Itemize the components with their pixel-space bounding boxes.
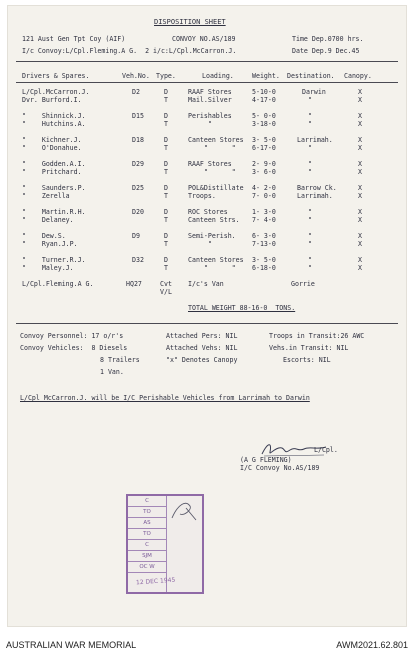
table-row-type: D bbox=[164, 208, 168, 216]
perishables-note: L/Cpl McCarron.J. will be I/C Perishable Vehicles from Larrimah to Darwin bbox=[20, 394, 310, 402]
escorts: Escorts: NIL bbox=[283, 356, 331, 364]
table-row-load: Semi-Perish. bbox=[188, 232, 236, 240]
table-row-load: RAAF Stores bbox=[188, 88, 232, 96]
table-row-driver: L/Cpl.Fleming.A G. bbox=[22, 280, 94, 288]
convoy-personnel: Convoy Personnel: 17 o/r's bbox=[20, 332, 124, 340]
convoy-van: 1 Van. bbox=[100, 368, 124, 376]
table-row-load: " bbox=[208, 120, 212, 128]
table-row-veh: D25 bbox=[132, 184, 144, 192]
table-row-driver: " Zerella bbox=[22, 192, 70, 200]
table-row-type: V/L bbox=[160, 288, 172, 296]
stamp-cell: C bbox=[128, 496, 166, 507]
table-row-canopy: X bbox=[358, 144, 362, 152]
col-vehno: Veh.No. bbox=[122, 72, 150, 80]
table-row-canopy: X bbox=[358, 192, 362, 200]
table-row-driver: " Delaney. bbox=[22, 216, 74, 224]
col-drivers: Drivers & Spares. bbox=[22, 72, 90, 80]
table-row-weight: 5- 0-0 bbox=[252, 112, 276, 120]
table-row-type: D bbox=[164, 136, 168, 144]
table-row-type: D bbox=[164, 232, 168, 240]
attached-personnel: Attached Pers: NIL bbox=[166, 332, 238, 340]
table-row-load: POL&Distillate bbox=[188, 184, 244, 192]
table-row-canopy: X bbox=[358, 208, 362, 216]
table-row-canopy: X bbox=[358, 256, 362, 264]
table-row-driver: " O'Donahue. bbox=[22, 144, 82, 152]
table-row-veh: D32 bbox=[132, 256, 144, 264]
table-row-dest: " bbox=[308, 160, 312, 168]
stamp-cell: SJM bbox=[128, 551, 166, 562]
table-row-canopy: X bbox=[358, 264, 362, 272]
stamp-cell: OC W bbox=[128, 562, 166, 573]
stamp-cell: AS bbox=[128, 518, 166, 529]
table-row-load: Troops. bbox=[188, 192, 216, 200]
table-row-type: D bbox=[164, 184, 168, 192]
footer-accession: AWM2021.62.801 bbox=[336, 640, 408, 650]
table-row-veh: D20 bbox=[132, 208, 144, 216]
table-row-load: " " bbox=[204, 144, 236, 152]
table-row-veh: D29 bbox=[132, 160, 144, 168]
table-row-veh: D2 bbox=[132, 88, 140, 96]
table-row-canopy: X bbox=[358, 112, 362, 120]
table-row-dest: " bbox=[308, 256, 312, 264]
table-row-veh: D9 bbox=[132, 232, 140, 240]
table-row-canopy: X bbox=[358, 216, 362, 224]
time-departure: Time Dep.0700 hrs. bbox=[292, 35, 364, 43]
table-row-weight: 7- 0-0 bbox=[252, 192, 276, 200]
table-row-dest: " bbox=[308, 232, 312, 240]
table-row-canopy: X bbox=[358, 232, 362, 240]
col-type: Type. bbox=[156, 72, 176, 80]
table-row-weight: 1- 3-0 bbox=[252, 208, 276, 216]
table-row-driver: " Ryan.J.P. bbox=[22, 240, 78, 248]
table-row-canopy: X bbox=[358, 120, 362, 128]
column-header-rule bbox=[16, 82, 398, 83]
date-departure: Date Dep.9 Dec.45 bbox=[292, 47, 360, 55]
table-row-canopy: X bbox=[358, 160, 362, 168]
table-row-canopy: X bbox=[358, 168, 362, 176]
table-row-load: I/c's Van bbox=[188, 280, 224, 288]
table-row-weight: 4-17-0 bbox=[252, 96, 276, 104]
table-row-weight: 6-17-0 bbox=[252, 144, 276, 152]
table-row-load: Perishables bbox=[188, 112, 232, 120]
total-weight: TOTAL WEIGHT 88-16-0 TONS. bbox=[188, 304, 296, 312]
table-row-driver: " Martin.R.H. bbox=[22, 208, 86, 216]
unit-name: 121 Aust Gen Tpt Coy (AIF) bbox=[22, 35, 126, 43]
col-canopy: Canopy. bbox=[344, 72, 372, 80]
table-row-driver: " Maley.J. bbox=[22, 264, 74, 272]
col-loading: Loading. bbox=[202, 72, 234, 80]
table-row-dest: Darwin bbox=[302, 88, 326, 96]
table-row-type: T bbox=[164, 192, 168, 200]
table-row-load: Canteen Strs. bbox=[188, 216, 240, 224]
table-row-type: T bbox=[164, 216, 168, 224]
signatory-role: I/C Convoy No.AS/189 bbox=[240, 464, 320, 472]
troops-in-transit: Troops in Transit:26 AWC bbox=[269, 332, 365, 340]
table-row-type: D bbox=[164, 160, 168, 168]
canopy-legend: "x" Denotes Canopy bbox=[166, 356, 238, 364]
table-row-load: ROC Stores bbox=[188, 208, 228, 216]
table-row-driver: Dvr. Burford.I. bbox=[22, 96, 82, 104]
table-row-veh: HQ27 bbox=[126, 280, 142, 288]
table-row-weight: 7- 4-0 bbox=[252, 216, 276, 224]
table-row-load: Mail.Silver bbox=[188, 96, 232, 104]
stamp-cell: TO bbox=[128, 529, 166, 540]
table-row-driver: " Godden.A.I. bbox=[22, 160, 86, 168]
table-row-load: " bbox=[208, 240, 212, 248]
table-row-type: D bbox=[164, 112, 168, 120]
signatory-name: (A G FLEMING) bbox=[240, 456, 292, 464]
table-row-weight: 3- 5-0 bbox=[252, 136, 276, 144]
table-row-type: D bbox=[164, 88, 168, 96]
table-row-weight: 3- 6-0 bbox=[252, 168, 276, 176]
footer-collection: AUSTRALIAN WAR MEMORIAL bbox=[6, 640, 137, 650]
table-row-veh: D15 bbox=[132, 112, 144, 120]
table-row-load: RAAF Stores bbox=[188, 160, 232, 168]
table-row-driver: " Shinnick.J. bbox=[22, 112, 86, 120]
table-row-weight: 4- 2-0 bbox=[252, 184, 276, 192]
table-row-canopy: X bbox=[358, 240, 362, 248]
header-rule bbox=[16, 61, 398, 62]
table-row-type: Cvt bbox=[160, 280, 172, 288]
table-row-driver: " Dew.S. bbox=[22, 232, 66, 240]
table-row-veh: D18 bbox=[132, 136, 144, 144]
table-row-weight: 3-18-0 bbox=[252, 120, 276, 128]
summary-rule bbox=[16, 323, 398, 324]
vehicles-in-transit: Vehs.in Transit: NIL bbox=[269, 344, 349, 352]
table-row-type: T bbox=[164, 144, 168, 152]
table-row-load: " " bbox=[204, 264, 236, 272]
table-row-type: T bbox=[164, 264, 168, 272]
table-row-driver: " Hutchins.A. bbox=[22, 120, 86, 128]
convoy-vehicles: Convoy Vehicles: 8 Diesels bbox=[20, 344, 128, 352]
convoy-trailers: 8 Trailers bbox=[100, 356, 140, 364]
table-row-type: T bbox=[164, 168, 168, 176]
table-row-canopy: X bbox=[358, 136, 362, 144]
convoy-number: CONVOY NO.AS/189 bbox=[172, 35, 236, 43]
table-row-driver: " Saunders.P. bbox=[22, 184, 86, 192]
table-row-load: Canteen Stores bbox=[188, 136, 244, 144]
table-row-dest: " bbox=[308, 96, 312, 104]
table-row-driver: " Turner.R.J. bbox=[22, 256, 86, 264]
document-sheet bbox=[8, 6, 406, 626]
convoy-commander: I/c Convoy:L/Cpl.Fleming.A G. 2 i/c:L/Cpl.McCarron.J. bbox=[22, 47, 237, 55]
table-row-dest: " bbox=[308, 120, 312, 128]
table-row-dest: " bbox=[308, 144, 312, 152]
stamp-cell: C bbox=[128, 540, 166, 551]
table-row-dest: " bbox=[308, 240, 312, 248]
col-destination: Destination. bbox=[287, 72, 335, 80]
table-row-dest: " bbox=[308, 208, 312, 216]
signatory-rank: L/Cpl. bbox=[314, 446, 338, 454]
stamp-initials-mark bbox=[168, 498, 200, 524]
table-row-type: T bbox=[164, 96, 168, 104]
document-title: DISPOSITION SHEET bbox=[154, 18, 226, 26]
table-row-dest: Larrimah. bbox=[297, 136, 333, 144]
stamp-cell: TO bbox=[128, 507, 166, 518]
table-row-dest: " bbox=[308, 168, 312, 176]
table-row-driver: " Kichner.J. bbox=[22, 136, 82, 144]
table-row-load: " " bbox=[204, 168, 236, 176]
table-row-driver: L/Cpl.McCarron.J. bbox=[22, 88, 90, 96]
table-row-type: D bbox=[164, 256, 168, 264]
table-row-weight: 2- 9-0 bbox=[252, 160, 276, 168]
table-row-canopy: X bbox=[358, 88, 362, 96]
stamp-date: 12 DEC 1945 bbox=[135, 576, 176, 587]
col-weight: Weight. bbox=[252, 72, 280, 80]
table-row-canopy: X bbox=[358, 184, 362, 192]
table-row-dest: " bbox=[308, 216, 312, 224]
attached-vehicles: Attached Vehs: NIL bbox=[166, 344, 238, 352]
table-row-weight: 3- 5-0 bbox=[252, 256, 276, 264]
table-row-driver: " Pritchard. bbox=[22, 168, 82, 176]
table-row-dest: " bbox=[308, 264, 312, 272]
table-row-type: T bbox=[164, 240, 168, 248]
table-row-dest: Barrow Ck. bbox=[297, 184, 337, 192]
table-row-dest: Gorrie bbox=[291, 280, 315, 288]
table-row-canopy: X bbox=[358, 96, 362, 104]
table-row-weight: 7-13-0 bbox=[252, 240, 276, 248]
table-row-load: Canteen Stores bbox=[188, 256, 244, 264]
table-row-type: T bbox=[164, 120, 168, 128]
table-row-weight: 6-18-0 bbox=[252, 264, 276, 272]
table-row-dest: Larrimah. bbox=[297, 192, 333, 200]
table-row-dest: " bbox=[308, 112, 312, 120]
table-row-weight: 6- 3-0 bbox=[252, 232, 276, 240]
registry-stamp bbox=[126, 494, 204, 594]
table-row-weight: 5-10-0 bbox=[252, 88, 276, 96]
